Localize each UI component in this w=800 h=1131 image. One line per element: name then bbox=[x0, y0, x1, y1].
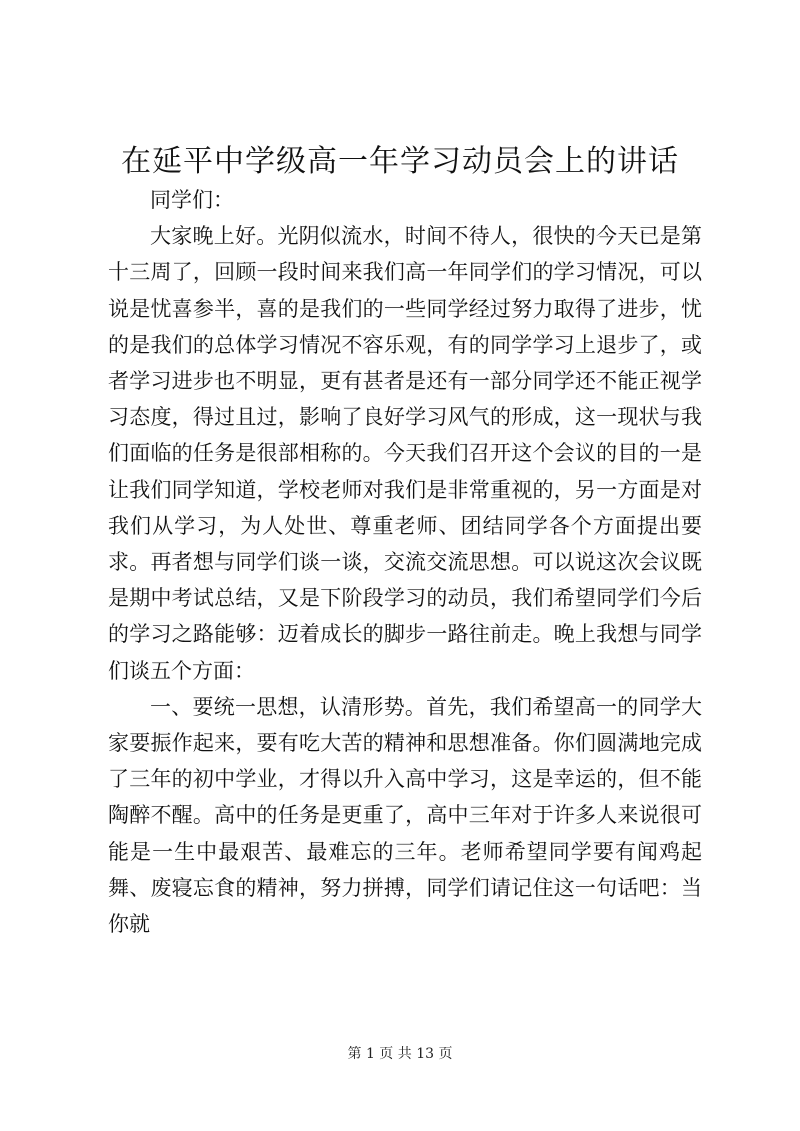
document-title: 在延平中学级高一年学习动员会上的讲话 bbox=[121, 144, 679, 179]
page-footer: 第 1 页 共 13 页 bbox=[347, 1046, 453, 1062]
intro-paragraph: 大家晚上好。光阴似流水，时间不待人，很快的今天已是第十三周了，回顾一段时间来我们高一年同学们的学习情况，可以说是忧喜参半，喜的是我们的一些同学经过努力取得了进步，忧的是我们的总体学习情况不容乐观，有的同学学习上退步了，或者学习进步也不明显，更有甚者是还有一部分同学还不能正视学习态度，得过且过，影响了良好学习风气的形成，这一现状与我们面临的任务是很部相称的。今天我们召开这个会议的目的一是让我们同学知道，学校老师对我们是非常重视的，另一方面是对我们从学习，为人处世、尊重老师、团结同学各个方面提出要求。再者想与同学们谈一谈，交流交流思想。可以说这次会议既是期中考试总结，又是下阶段学习的动员，我们希望同学们今后的学习之路能够：迈着成长的脚步一路往前走。晚上我想与同学们谈五个方面： bbox=[108, 224, 702, 683]
salutation-paragraph: 同学们： bbox=[150, 188, 234, 212]
document-body bbox=[108, 182, 702, 942]
section-one-paragraph: 一、要统一思想，认清形势。首先，我们希望高一的同学大家要振作起来，要有吃大苦的精神和思想准备。你们圆满地完成了三年的初中学业，才得以升入高中学习，这是幸运的，但不能陶醉不醒。高中的任务是更重了，高中三年对于许多人来说很可能是一生中最艰苦、最难忘的三年。老师希望同学要有闻鸡起舞、废寝忘食的精神，努力拼搏，同学们请记住这一句话吧：当你就 bbox=[108, 694, 702, 937]
